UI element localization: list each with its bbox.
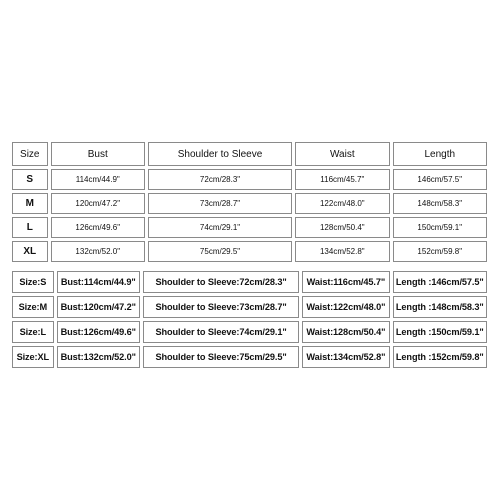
size-cell: Size:M bbox=[12, 296, 54, 318]
shoulder-cell: Shoulder to Sleeve:75cm/29.5" bbox=[143, 346, 299, 368]
bust-cell: 120cm/47.2" bbox=[51, 193, 145, 214]
header-bust: Bust bbox=[51, 142, 145, 166]
size-list-table bbox=[9, 268, 490, 371]
shoulder-cell: 74cm/29.1" bbox=[148, 217, 292, 238]
header-shoulder-to-sleeve: Shoulder to Sleeve bbox=[148, 142, 292, 166]
waist-cell: Waist:134cm/52.8" bbox=[302, 346, 389, 368]
size-cell: XL bbox=[12, 241, 48, 262]
header-length: Length bbox=[393, 142, 487, 166]
shoulder-cell: Shoulder to Sleeve:72cm/28.3" bbox=[143, 271, 299, 293]
table-row bbox=[12, 217, 487, 238]
waist-cell: 128cm/50.4" bbox=[295, 217, 389, 238]
table-row bbox=[12, 271, 487, 293]
length-cell: Length :152cm/59.8" bbox=[393, 346, 487, 368]
table-row bbox=[12, 296, 487, 318]
bust-cell: 126cm/49.6" bbox=[51, 217, 145, 238]
header-size: Size bbox=[12, 142, 48, 166]
shoulder-cell: 72cm/28.3" bbox=[148, 169, 292, 190]
shoulder-cell: 75cm/29.5" bbox=[148, 241, 292, 262]
waist-cell: 116cm/45.7" bbox=[295, 169, 389, 190]
length-cell: 148cm/58.3" bbox=[393, 193, 487, 214]
bust-cell: Bust:114cm/44.9" bbox=[57, 271, 140, 293]
size-cell: Size:S bbox=[12, 271, 54, 293]
size-cell: Size:XL bbox=[12, 346, 54, 368]
length-cell: Length :150cm/59.1" bbox=[393, 321, 487, 343]
size-cell: S bbox=[12, 169, 48, 190]
waist-cell: 122cm/48.0" bbox=[295, 193, 389, 214]
bust-cell: Bust:132cm/52.0" bbox=[57, 346, 140, 368]
table-row bbox=[12, 241, 487, 262]
size-list-grid bbox=[9, 268, 490, 371]
length-cell: Length :146cm/57.5" bbox=[393, 271, 487, 293]
length-cell: 152cm/59.8" bbox=[393, 241, 487, 262]
table-row bbox=[12, 346, 487, 368]
size-chart-table bbox=[9, 139, 490, 265]
bust-cell: 114cm/44.9" bbox=[51, 169, 145, 190]
size-chart-grid bbox=[9, 139, 490, 265]
shoulder-cell: Shoulder to Sleeve:74cm/29.1" bbox=[143, 321, 299, 343]
bust-cell: Bust:126cm/49.6" bbox=[57, 321, 140, 343]
length-cell: 150cm/59.1" bbox=[393, 217, 487, 238]
waist-cell: Waist:128cm/50.4" bbox=[302, 321, 389, 343]
table-row bbox=[12, 169, 487, 190]
bust-cell: 132cm/52.0" bbox=[51, 241, 145, 262]
table-header-row bbox=[12, 142, 487, 166]
shoulder-cell: 73cm/28.7" bbox=[148, 193, 292, 214]
table-row bbox=[12, 321, 487, 343]
waist-cell: 134cm/52.8" bbox=[295, 241, 389, 262]
table-row bbox=[12, 193, 487, 214]
length-cell: Length :148cm/58.3" bbox=[393, 296, 487, 318]
header-waist: Waist bbox=[295, 142, 389, 166]
length-cell: 146cm/57.5" bbox=[393, 169, 487, 190]
size-cell: L bbox=[12, 217, 48, 238]
shoulder-cell: Shoulder to Sleeve:73cm/28.7" bbox=[143, 296, 299, 318]
bust-cell: Bust:120cm/47.2" bbox=[57, 296, 140, 318]
waist-cell: Waist:116cm/45.7" bbox=[302, 271, 389, 293]
size-cell: Size:L bbox=[12, 321, 54, 343]
size-cell: M bbox=[12, 193, 48, 214]
waist-cell: Waist:122cm/48.0" bbox=[302, 296, 389, 318]
